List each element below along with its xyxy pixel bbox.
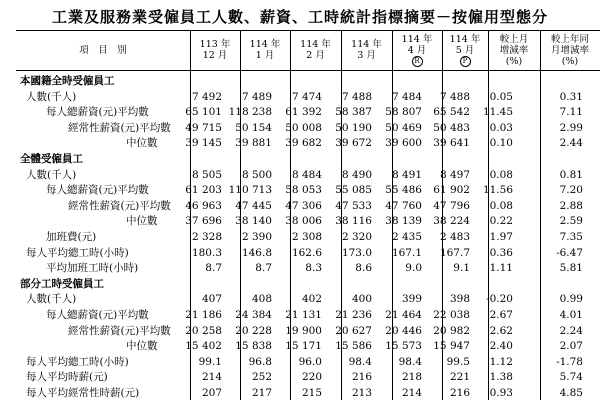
table-cell: 39 641: [433, 137, 470, 150]
header-yoy-line: 較上年同: [550, 33, 589, 45]
table-cell: 216: [449, 387, 470, 399]
header-month: 5 月: [455, 44, 475, 56]
table-cell: 214: [201, 371, 222, 384]
table-cell: 9.0: [405, 262, 422, 275]
table-cell: 50 154: [235, 121, 272, 134]
table-cell: 1.97: [489, 231, 513, 243]
table-cell: 47 533: [335, 199, 372, 212]
table-cell: 58 387: [335, 106, 372, 119]
header-yoy-change: [540, 32, 600, 68]
table-cell: 7 492: [191, 90, 222, 103]
row-label: 平均加班工時(小時): [46, 262, 139, 275]
row-label: 加班費(元): [46, 231, 97, 243]
table-cell: 11.56: [482, 184, 513, 197]
table-cell: 4.01: [559, 309, 583, 321]
row-label: 每人總薪資(元)平均數: [46, 309, 149, 321]
table-title: 工業及服務業受僱員工人數、薪資、工時統計指標摘要－按僱用型態分: [51, 8, 548, 26]
row-label: 經常性薪資(元)平均數: [68, 324, 171, 337]
table-cell: 8 500: [241, 168, 272, 181]
table-cell: 2.07: [559, 340, 583, 353]
table-cell: 215: [301, 387, 322, 399]
table-cell: 402: [301, 293, 322, 306]
table-cell: 146.8: [241, 246, 272, 259]
table-cell: 15 947: [433, 340, 470, 353]
header-mom-line: 較上月: [499, 33, 529, 45]
table-cell: 20 982: [433, 324, 470, 337]
header-period-4: [341, 32, 392, 68]
table-cell: 39 145: [185, 137, 222, 150]
table-cell: 2.99: [559, 121, 583, 134]
table-cell: 8.6: [355, 262, 372, 275]
row-label: 每人總薪資(元)平均數: [46, 184, 149, 197]
table-cell: 15 586: [335, 340, 372, 353]
table-cell: 0.08: [489, 168, 513, 181]
header-yoy-line: 月增減率: [550, 44, 589, 56]
table-cell: 8.7: [205, 262, 222, 275]
table-cell: 11.45: [482, 106, 513, 119]
table-cell: 0.22: [489, 215, 513, 228]
table-cell: 2.59: [559, 215, 583, 228]
table-cell: 8.3: [305, 262, 322, 275]
table-cell: 20 258: [185, 324, 222, 337]
header-period-1: [190, 32, 240, 68]
row-label: 人數(千人): [26, 293, 77, 306]
header-period-3: [290, 32, 341, 68]
header-mom-line: (%): [505, 55, 523, 67]
row-label: 經常性薪資(元)平均數: [68, 121, 171, 134]
table-cell: 38 116: [335, 215, 372, 228]
table-cell: 38 224: [433, 215, 470, 228]
row-label: 中位數: [126, 137, 158, 150]
table-cell: 407: [201, 293, 222, 306]
table-cell: 39 672: [335, 137, 372, 150]
header-year: 114 年: [249, 39, 281, 50]
table-cell: 20 627: [335, 324, 372, 337]
table-cell: 399: [401, 293, 422, 306]
table-cell: 0.05: [489, 90, 513, 103]
table-cell: 99.1: [198, 355, 222, 368]
table-cell: 20 446: [385, 324, 422, 337]
table-cell: 50 008: [285, 121, 322, 134]
table-cell: 39 600: [385, 137, 422, 150]
header-year: 114 年: [351, 39, 382, 50]
table-cell: 398: [449, 293, 470, 306]
table-cell: 408: [251, 293, 272, 306]
table-cell: 8 505: [191, 168, 222, 181]
row-label: 每人總薪資(元)平均數: [46, 106, 149, 119]
table-cell: 22 038: [433, 309, 470, 321]
table-cell: 1.38: [489, 371, 513, 384]
table-cell: 2.62: [489, 324, 513, 337]
header-item-label: 項 目 別: [79, 44, 127, 56]
table-cell: 96.0: [298, 355, 322, 368]
table-cell: 46 963: [185, 199, 222, 212]
table-top-rule: [16, 30, 600, 31]
header-year: 114 年: [449, 33, 481, 45]
table-cell: 0.03: [489, 121, 513, 134]
header-month: 12 月: [202, 50, 228, 61]
column-divider: [540, 30, 541, 400]
table-cell: 21 236: [335, 309, 372, 321]
table-cell: 65 542: [433, 106, 470, 119]
preliminary-mark-icon: P: [460, 56, 471, 67]
table-cell: 2.88: [559, 199, 583, 212]
table-cell: 50 190: [335, 121, 372, 134]
table-cell: 7 474: [291, 90, 322, 103]
table-cell: 9.1: [453, 262, 470, 275]
table-cell: 65 101: [185, 106, 222, 119]
header-period-2: [240, 32, 290, 68]
table-cell: 24 384: [235, 309, 272, 321]
table-cell: 5.81: [559, 262, 583, 275]
header-mom-change: [488, 32, 540, 68]
section-heading: 部分工時受僱員工: [20, 277, 104, 290]
table-cell: 7.20: [559, 184, 583, 197]
table-cell: 99.5: [446, 355, 470, 368]
header-year: 114 年: [401, 33, 433, 45]
table-cell: 47 796: [433, 199, 470, 212]
table-cell: 0.93: [489, 387, 513, 399]
table-cell: 0.99: [559, 293, 583, 306]
table-cell: 98.4: [348, 355, 372, 368]
table-cell: 1.12: [489, 355, 513, 368]
row-label: 每人平均總工時(小時): [26, 355, 129, 368]
table-cell: 19 900: [285, 324, 322, 337]
table-cell: 39 682: [285, 137, 322, 150]
table-cell: 2 320: [341, 231, 372, 243]
table-cell: 400: [351, 293, 372, 306]
header-month: 2 月: [306, 50, 325, 61]
table-cell: 5.74: [559, 371, 583, 384]
table-cell: 38 140: [235, 215, 272, 228]
revised-mark-icon: R: [412, 56, 423, 67]
section-heading: 本國籍全時受僱員工: [20, 75, 115, 87]
header-month: 3 月: [357, 50, 376, 61]
row-label: 每人平均總工時(小時): [26, 246, 129, 259]
header-yoy-line: (%): [561, 55, 579, 67]
table-cell: 21 464: [385, 309, 422, 321]
table-cell: 167.7: [439, 246, 470, 259]
table-cell: 7 484: [391, 90, 422, 103]
table-cell: 0.31: [559, 90, 583, 103]
header-year: 113 年: [199, 39, 231, 50]
table-cell: 47 445: [235, 199, 272, 212]
table-cell: 4.85: [559, 387, 583, 399]
table-cell: 61 392: [285, 106, 322, 119]
table-cell: 21 186: [185, 309, 222, 321]
table-cell: 7 488: [341, 90, 372, 103]
table-cell: 173.0: [341, 246, 372, 259]
table-cell: 38 139: [385, 215, 422, 228]
table-cell: 37 696: [185, 215, 222, 228]
table-cell: -0.20: [486, 293, 513, 306]
table-cell: 0.10: [489, 137, 513, 150]
table-cell: 2 435: [391, 231, 422, 243]
table-cell: 217: [251, 387, 272, 399]
table-cell: 0.36: [489, 246, 513, 259]
table-cell: 15 171: [285, 340, 322, 353]
row-label: 每人平均時薪(元): [26, 371, 108, 384]
table-cell: 2.67: [489, 309, 513, 321]
table-cell: 7 489: [241, 90, 272, 103]
table-cell: 50 483: [433, 121, 470, 134]
table-cell: 8 490: [341, 168, 372, 181]
table-cell: 218: [401, 371, 422, 384]
table-cell: 98.4: [398, 355, 422, 368]
header-year: 114 年: [300, 39, 331, 50]
table-cell: 38 006: [285, 215, 322, 228]
table-cell: 8 484: [291, 168, 322, 181]
table-cell: 20 228: [235, 324, 272, 337]
table-cell: 2.44: [559, 137, 583, 150]
table-cell: 110 713: [228, 184, 272, 197]
table-cell: 8 491: [391, 168, 422, 181]
table-cell: 2.24: [559, 324, 583, 337]
header-month: 4 月: [407, 44, 427, 56]
table-cell: 2 328: [191, 231, 222, 243]
table-cell: 213: [351, 387, 372, 399]
table-cell: 55 486: [385, 184, 422, 197]
table-cell: 2 308: [291, 231, 322, 243]
header-mom-line: 增減率: [499, 44, 529, 56]
table-cell: 8 497: [439, 168, 470, 181]
table-cell: 96.8: [248, 355, 272, 368]
header-item-column: [16, 32, 190, 68]
table-cell: 221: [449, 371, 470, 384]
row-label: 經常性薪資(元)平均數: [68, 199, 171, 212]
row-label: 中位數: [126, 215, 158, 228]
table-cell: 15 838: [235, 340, 272, 353]
table-cell: 7.11: [559, 106, 583, 119]
table-cell: 162.6: [291, 246, 322, 259]
table-cell: 7 488: [439, 90, 470, 103]
row-label: 每人平均經常性時薪(元): [26, 387, 140, 399]
row-label: 人數(千人): [26, 90, 77, 103]
table-cell: 49 715: [185, 121, 222, 134]
table-cell: 214: [401, 387, 422, 399]
table-cell: 180.3: [191, 246, 222, 259]
row-label: 中位數: [126, 340, 158, 353]
table-cell: 61 902: [433, 184, 470, 197]
table-cell: 61 203: [185, 184, 222, 197]
table-cell: 47 306: [285, 199, 322, 212]
section-heading: 全體受僱員工: [20, 153, 83, 165]
table-cell: 8.7: [255, 262, 272, 275]
table-cell: 47 760: [385, 199, 422, 212]
table-cell: 55 085: [335, 184, 372, 197]
table-cell: 252: [251, 371, 272, 384]
table-cell: 1.11: [489, 262, 513, 275]
header-period-5: [392, 32, 442, 68]
table-cell: 39 881: [235, 137, 272, 150]
table-cell: 118 238: [228, 106, 272, 119]
header-period-6: [442, 32, 488, 68]
header-month: 1 月: [255, 50, 275, 61]
table-cell: 216: [351, 371, 372, 384]
table-cell: 220: [301, 371, 322, 384]
table-cell: 167.1: [391, 246, 422, 259]
table-cell: 21 131: [285, 309, 322, 321]
table-cell: 7.35: [559, 231, 583, 243]
table-cell: -6.47: [556, 246, 583, 259]
table-cell: 15 402: [185, 340, 222, 353]
table-cell: 58 807: [385, 106, 422, 119]
table-cell: -1.78: [556, 355, 583, 368]
table-cell: 2.40: [489, 340, 513, 353]
table-cell: 0.81: [559, 168, 583, 181]
table-cell: 58 053: [285, 184, 322, 197]
header-bottom-rule: [16, 70, 600, 71]
table-cell: 15 573: [385, 340, 422, 353]
table-cell: 50 469: [385, 121, 422, 134]
table-cell: 2 390: [241, 231, 272, 243]
table-cell: 2 483: [439, 231, 470, 243]
table-cell: 0.08: [489, 199, 513, 212]
table-cell: 207: [201, 387, 222, 399]
row-label: 人數(千人): [26, 168, 77, 181]
